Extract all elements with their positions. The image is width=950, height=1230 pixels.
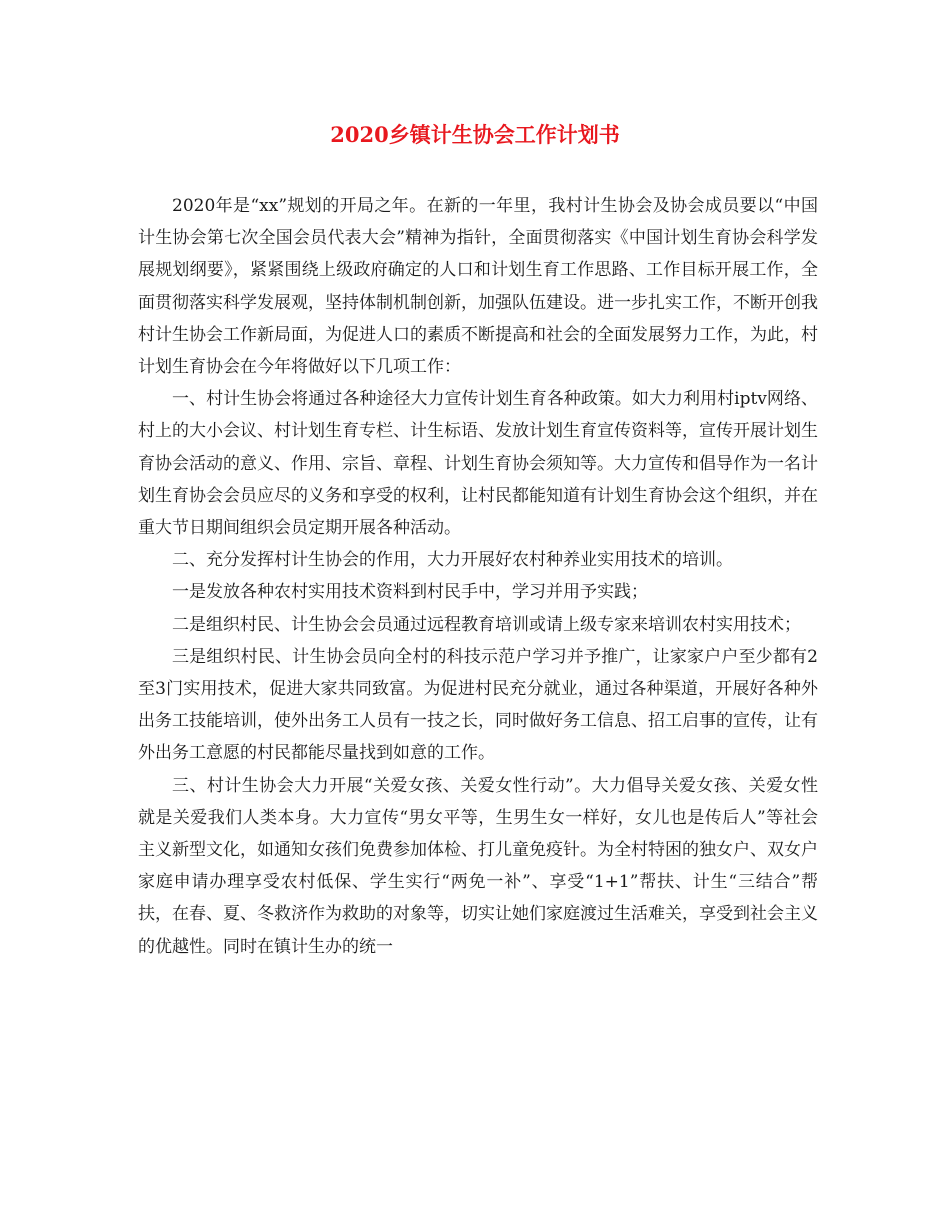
paragraph-item-2: 二、充分发挥村计生协会的作用，大力开展好农村种养业实用技术的培训。 [172,550,733,571]
paragraph-sub-3: 三是组织村民、计生协会员向全村的科技示范户学习并予推广，让家家户户至少都有2至3门实用技术，促进大家共同致富。为促进村民充分就业，通过各种渠道，开展好各种外出务工技能培训，使外出务工人员有一技之长，同时做好务工信息、招工启事的宣传，让有外出务工意愿的村民都能尽量找到如意的工作。 [138,646,818,764]
paragraph-sub-1: 一是发放各种农村实用技术资料到村民手中，学习并用予实践； [172,582,648,603]
paragraph-item-3: 三、村计生协会大力开展“关爱女孩、关爱女性行动”。大力倡导关爱女孩、关爱女性就是关爱我们人类本身。大力宣传“男女平等，生男生女一样好，女儿也是传后人”等社会主义新型文化，如通知女孩们免费参加体检、打儿童免疫针。为全村特困的独女户、双女户家庭申请办理享受农村低保、学生实行“两免一补”、享受“1+1”帮扶、计生“三结合”帮扶，在春、夏、冬救济作为救助的对象等，切实让她们家庭渡过生活难关，享受到社会主义的优越性。同时在镇计生办的统一 [138,775,818,957]
paragraph-sub-2: 二是组织村民、计生协会会员通过远程教育培训或请上级专家来培训农村实用技术； [172,614,801,635]
document-body [138,190,818,963]
document-title: 2020乡镇计生协会工作计划书 [330,122,620,147]
paragraph-item-1: 一、村计生协会将通过各种途径大力宣传计划生育各种政策。如大力利用村iptv网络、村上的大小会议、村计划生育专栏、计生标语、发放计划生育宣传资料等，宣传开展计划生育协会活动的意义、作用、宗旨、章程、计划生育协会须知等。大力宣传和倡导作为一名计划生育协会会员应尽的义务和享受的权利，让村民都能知道有计划生育协会这个组织，并在重大节日期间组织会员定期开展各种活动。 [138,389,818,539]
paragraph-intro: 2020年是“xx”规划的开局之年。在新的一年里，我村计生协会及协会成员要以“中国计生协会第七次全国会员代表大会”精神为指针，全面贯彻落实《中国计划生育协会科学发展规划纲要》，紧紧围绕上级政府确定的人口和计划生育工作思路、工作目标开展工作，全面贯彻落实科学发展观，坚持体制机制创新，加强队伍建设。进一步扎实工作，不断开创我村计生协会工作新局面，为促进人口的素质不断提高和社会的全面发展努力工作，为此，村计划生育协会在今年将做好以下几项工作： [138,196,818,378]
